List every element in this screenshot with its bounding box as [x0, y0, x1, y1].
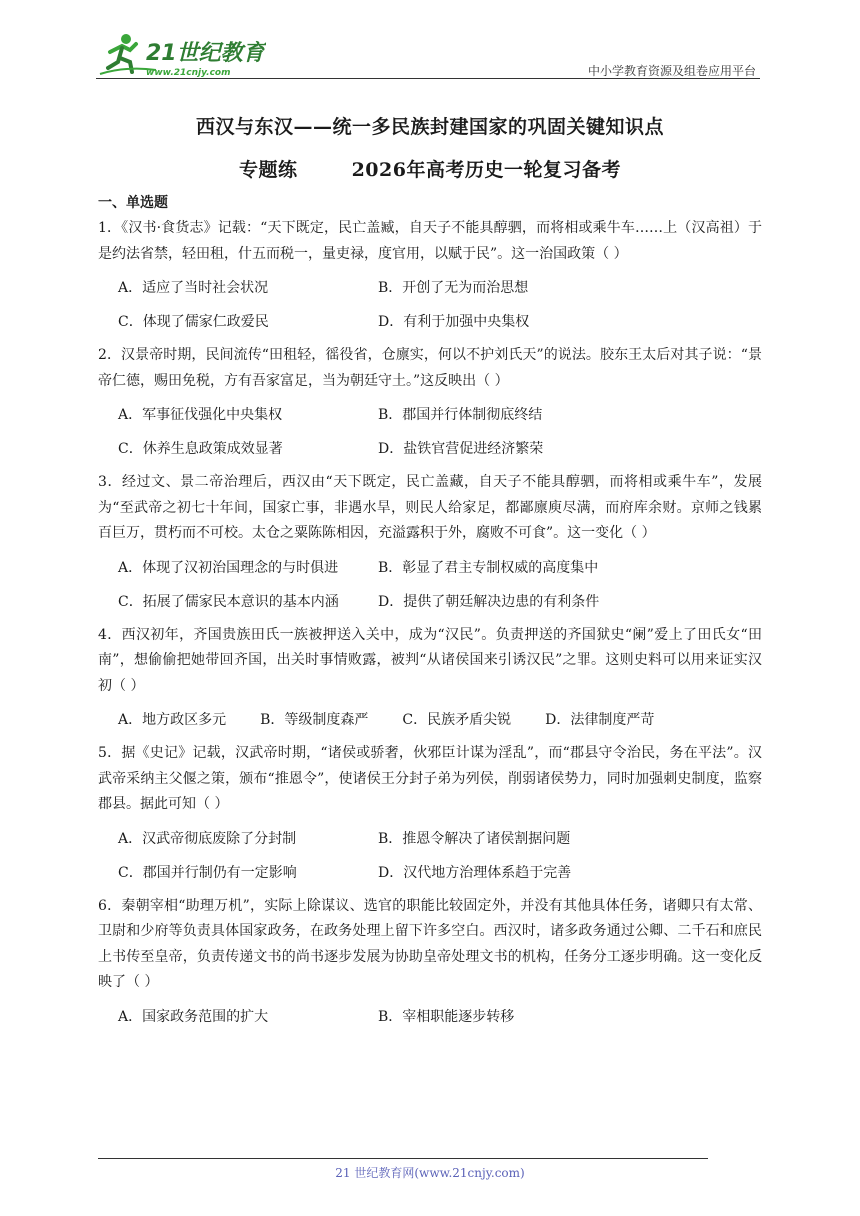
svg-text:www.21cnjy.com: www.21cnjy.com: [146, 68, 231, 78]
option-b[interactable]: B．等级制度森严: [260, 712, 369, 728]
option-a[interactable]: A．军事征伐强化中央集权: [118, 407, 283, 423]
option-c[interactable]: C．拓展了儒家民本意识的基本内涵: [118, 593, 339, 610]
option-list: [98, 398, 762, 466]
question-text: 4．西汉初年，齐国贵族田氏一族被押送入关中，成为“汉民”。负责押送的齐国狱史“阑”爱上了田氏女“田南”，想偷偷把她带回齐国，出关时事情败露，被判“从诸侯国来引诱汉民”之罪。这则史料可以用来证实汉初（ ）: [98, 626, 762, 694]
footer-link[interactable]: 21 世纪教育网(www.21cnjy.com): [335, 1166, 525, 1180]
option-list: [98, 703, 762, 737]
option-d[interactable]: D．提供了朝廷解决边患的有利条件: [378, 593, 600, 610]
option-a[interactable]: A．地方政区多元: [118, 712, 227, 728]
question-text: 6．秦朝宰相“助理万机”，实际上除谋议、选官的职能比较固定外，并没有其他具体任务，诸卿只有太常、卫尉和少府等负责具体国家政务，在政务处理上留下许多空白。西汉时，诸多政务通过公卿、二千石和庶民上书传至皇帝，负责传递文书的尚书逐步发展为协助皇帝处理文书的机构，任务分工逐步明确。这一变化反映了（ ）: [98, 897, 762, 990]
svg-text:21世纪教育: 21世纪教育: [146, 41, 265, 66]
option-a[interactable]: A．体现了汉初治国理念的与时俱进: [118, 559, 339, 576]
subtitle-right: 2026年高考历史一轮复习备考: [351, 159, 621, 181]
section-heading: 一、单选题: [98, 195, 168, 211]
option-d[interactable]: D．盐铁官营促进经济繁荣: [378, 441, 544, 457]
subtitle-left: 专题练: [239, 159, 298, 181]
header-divider: [96, 78, 760, 79]
option-b[interactable]: B．推恩令解决了诸侯割据问题: [378, 830, 571, 847]
question-2: [98, 339, 762, 466]
option-c[interactable]: C．体现了儒家仁政爱民: [118, 314, 269, 330]
option-list: [98, 271, 762, 339]
option-a[interactable]: A．汉武帝彻底废除了分封制: [118, 830, 297, 847]
question-text: 3．经过文、景二帝治理后，西汉由“天下既定，民亡盖藏，自天子不能具醇驷，而将相或乘牛车”，发展为“至武帝之初七十年间，国家亡事，非遇水旱，则民人给家足，都鄙廪庾尽满，而府库余财。京师之钱累百巨万，贯朽而不可校。太仓之粟陈陈相因，充溢露积于外，腐败不可食”。这一变化（ ）: [98, 474, 762, 541]
option-b[interactable]: B．开创了无为而治思想: [378, 280, 529, 296]
document-subtitle: [0, 155, 860, 182]
question-1: [98, 212, 762, 339]
question-5: [98, 737, 762, 890]
option-d[interactable]: D．法律制度严苛: [545, 712, 655, 728]
platform-name: 中小学教育资源及组卷应用平台: [587, 64, 756, 78]
question-text: 5．据《史记》记载，汉武帝时期，“诸侯或骄奢，伙邪臣计谋为淫乱”，而“郡县守令治民，务在平法”。汉武帝采纳主父偃之策，颁布“推恩令”，使诸侯王分封子弟为列侯，削弱诸侯势力，同时加强刺史制度，监察郡县。据此可知（ ）: [98, 745, 762, 812]
question-4: [98, 619, 762, 738]
document-title: 西汉与东汉——统一多民族封建国家的巩固关键知识点: [195, 116, 664, 138]
option-b[interactable]: B．郡国并行体制彻底终结: [378, 407, 543, 423]
page-header: [96, 30, 760, 82]
option-c[interactable]: C．郡国并行制仍有一定影响: [118, 864, 297, 881]
question-6: [98, 890, 762, 1034]
option-list: [98, 822, 762, 890]
option-list: [98, 551, 762, 619]
option-c[interactable]: C．休养生息政策成效显著: [118, 441, 283, 457]
question-list: [98, 212, 762, 1034]
option-d[interactable]: D．汉代地方治理体系趋于完善: [378, 864, 572, 881]
option-a[interactable]: A．适应了当时社会状况: [118, 280, 269, 296]
question-text: 2．汉景帝时期，民间流传“田租轻，徭役省，仓廪实，何以不护刘氏天”的说法。胶东王太后对其子说：“景帝仁德，赐田免税，方有吾家富足，当为朝廷守土。”这反映出（ ）: [98, 347, 762, 389]
option-a[interactable]: A．国家政务范围的扩大: [118, 1008, 269, 1025]
option-d[interactable]: D．有利于加强中央集权: [378, 314, 530, 330]
footer-divider: [98, 1158, 708, 1159]
option-list: [98, 1000, 762, 1034]
question-text: 1．《汉书·食货志》记载：“天下既定，民亡盖臧，自天子不能具醇驷，而将相或乘牛车……上（汉高祖）于是约法省禁，轻田租，什五而税一，量吏禄，度官用，以赋于民”。这一治国政策（ ）: [98, 220, 762, 262]
option-b[interactable]: B．宰相职能逐步转移: [378, 1008, 515, 1025]
option-b[interactable]: B．彰显了君主专制权威的高度集中: [378, 559, 599, 576]
logo-21cnjy: [96, 30, 266, 80]
option-c[interactable]: C．民族矛盾尖锐: [402, 712, 512, 728]
question-3: [98, 466, 762, 619]
